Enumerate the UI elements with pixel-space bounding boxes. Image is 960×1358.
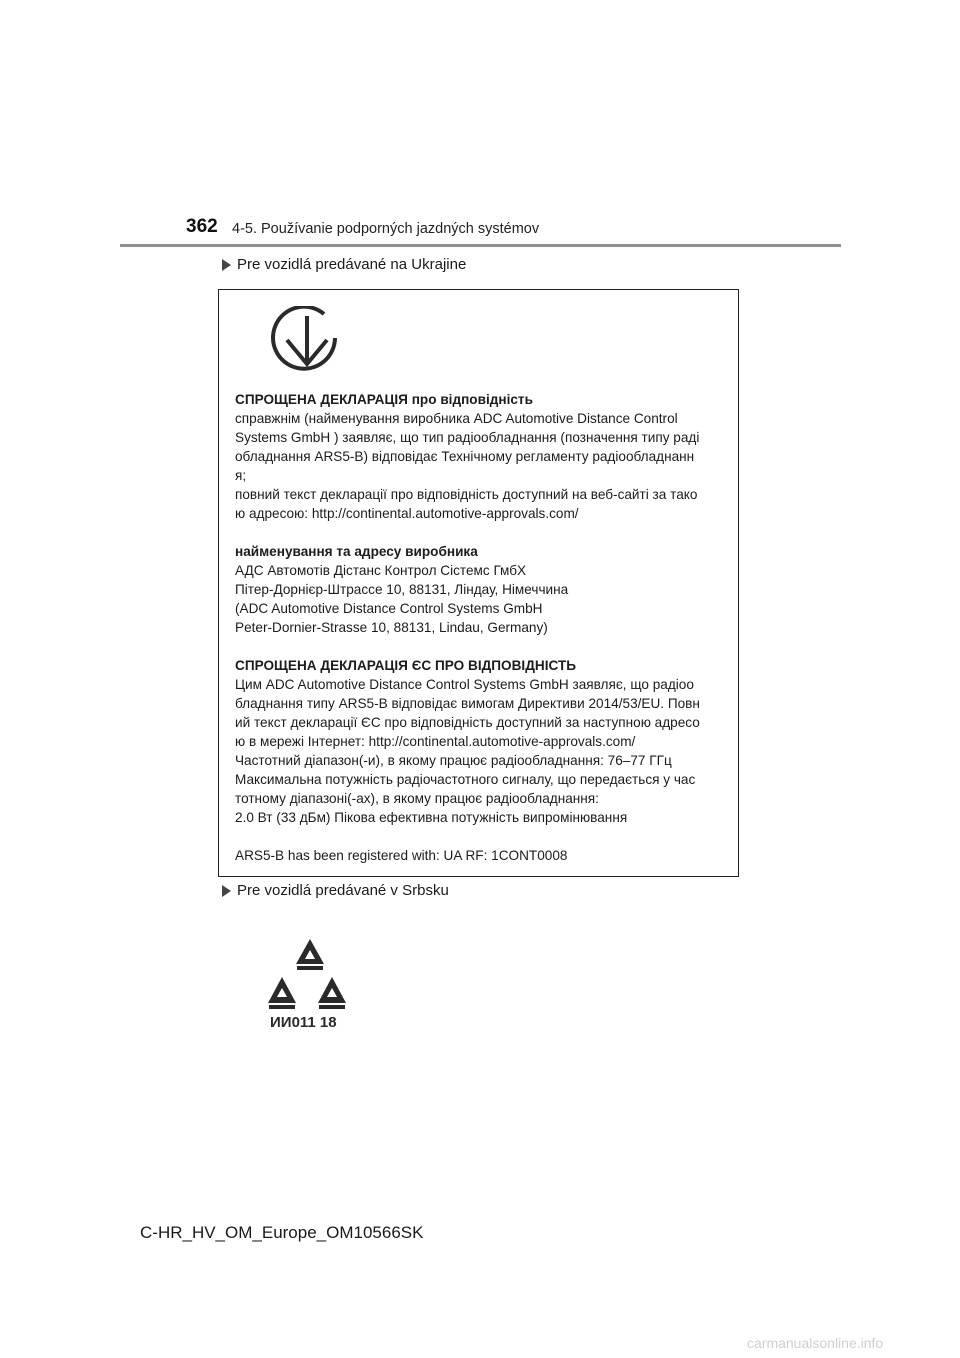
declaration-line: Systems GmbH ) заявляє, що тип радіообладнання (позначення типу раді — [235, 430, 700, 445]
header-rule — [120, 244, 841, 247]
eu-declaration-line: бладнання типу ARS5-B відповідає вимогам Директиви 2014/53/EU. Повн — [235, 696, 700, 711]
declaration-line: повний текст декларації про відповідність доступний на веб-сайті за тако — [235, 487, 698, 502]
ukrainian-conformity-mark-icon — [271, 306, 343, 378]
manufacturer-heading: найменування та адресу виробника — [235, 544, 478, 559]
declaration-line: обладнання ARS5-B) відповідає Технічному регламенту радіообладнанн — [235, 449, 695, 464]
declaration-text — [235, 390, 733, 865]
section-heading-ukraine — [222, 256, 466, 273]
manufacturer-line: Peter-Dornier-Strasse 10, 88131, Lindau, Germany) — [235, 620, 548, 635]
manufacturer-line: АДС Автомотів Дістанс Контрол Сістемс ГмбХ — [235, 563, 527, 578]
manufacturer-line: (ADC Automotive Distance Control Systems GmbH — [235, 601, 543, 616]
serbia-mark-code: ИИ011 18 — [270, 1014, 337, 1031]
page-number: 362 — [186, 216, 218, 237]
declaration-box — [218, 289, 739, 877]
eu-declaration-heading: СПРОЩЕНА ДЕКЛАРАЦІЯ ЄС ПРО ВІДПОВІДНІСТЬ — [235, 658, 577, 673]
eu-declaration-line: ий текст декларації ЄС про відповідність доступний за наступною адресо — [235, 715, 700, 730]
eu-declaration-line: ю в мережі Інтернет: http://continental.automotive-approvals.com/ — [235, 734, 636, 749]
eu-declaration-line: тотному діапазоні(-ах), в якому працює радіообладнання: — [235, 791, 599, 806]
registration-line: ARS5-B has been registered with: UA RF: 1CONT0008 — [235, 848, 568, 863]
eu-declaration-line: Цим ADC Automotive Distance Control Systems GmbH заявляє, що радіоо — [235, 677, 694, 692]
eu-declaration-line: Частотний діапазон(-и), в якому працює радіообладнання: 76–77 ГГц — [235, 753, 672, 768]
watermark: carmanualsonline.info — [747, 1335, 884, 1351]
eu-declaration-line: 2.0 Вт (33 дБм) Пікова ефективна потужність випромінювання — [235, 810, 628, 825]
manufacturer-line: Пітер-Дорнієр-Штрассе 10, 88131, Ліндау, Німеччина — [235, 582, 569, 597]
section-heading-text: Pre vozidlá predávané na Ukrajine — [237, 256, 467, 273]
section-heading-serbia — [222, 882, 449, 899]
chapter-title: 4-5. Používanie podporných jazdných systémov — [232, 221, 540, 237]
declaration-line: я; — [235, 468, 247, 483]
declaration-line: ю адресою: http://continental.automotive-approvals.com/ — [235, 506, 579, 521]
section-heading-text: Pre vozidlá predávané v Srbsku — [237, 882, 449, 899]
document-code: C-HR_HV_OM_Europe_OM10566SK — [140, 1223, 424, 1242]
eu-declaration-line: Максимальна потужність радіочастотного сигналу, що передається у час — [235, 772, 696, 787]
declaration-line: справжнім (найменування виробника ADC Automotive Distance Control — [235, 411, 678, 426]
triangle-bullet-icon — [222, 259, 231, 271]
simplified-declaration-title: СПРОЩЕНА ДЕКЛАРАЦІЯ про відповідність — [235, 392, 533, 407]
serbian-conformity-triangles-icon — [264, 936, 364, 1032]
triangle-bullet-icon — [222, 885, 231, 897]
